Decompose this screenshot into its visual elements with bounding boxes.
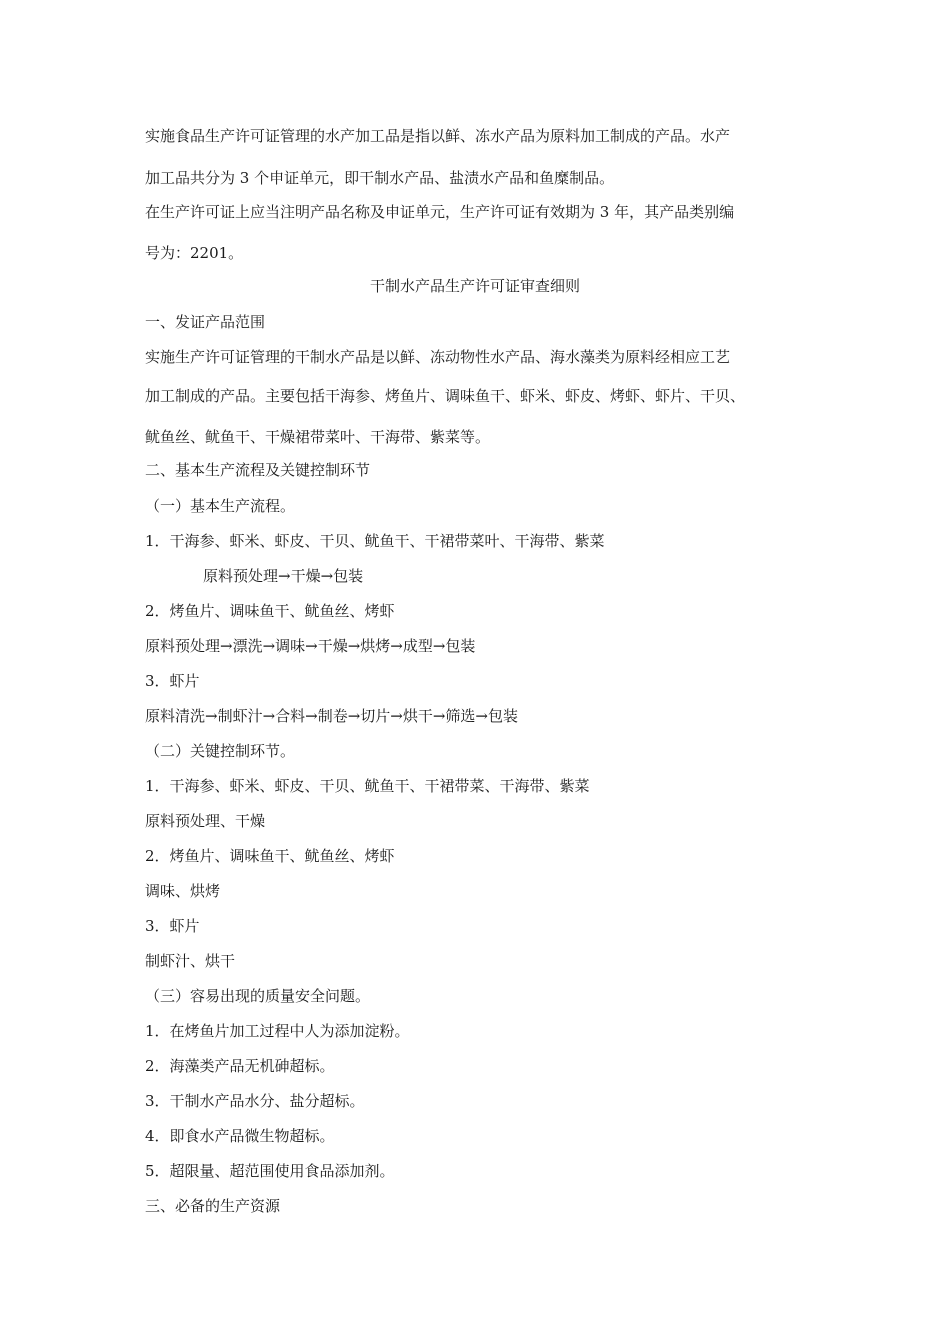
paragraph-line: 实施生产许可证管理的干制水产品是以鲜、冻动物性水产品、海水藻类为原料经相应工艺: [145, 348, 731, 366]
list-item: 2．烤鱼片、调味鱼干、鱿鱼丝、烤虾: [145, 847, 395, 865]
subsection-heading: （二）关键控制环节。: [145, 742, 296, 760]
list-item: 3．虾片: [145, 917, 200, 935]
list-item: 1．在烤鱼片加工过程中人为添加淀粉。: [145, 1022, 410, 1040]
list-item: 2．海藻类产品无机砷超标。: [145, 1057, 335, 1075]
paragraph-line: 调味、烘烤: [145, 882, 221, 900]
list-item: 1．干海参、虾米、虾皮、干贝、鱿鱼干、干裙带菜叶、干海带、紫菜: [145, 532, 605, 550]
list-item: 3．虾片: [145, 672, 200, 690]
paragraph-line: 原料预处理、干燥: [145, 812, 266, 830]
list-item: 4．即食水产品微生物超标。: [145, 1127, 335, 1145]
paragraph-line: 制虾汁、烘干: [145, 952, 236, 970]
subsection-heading: （三）容易出现的质量安全问题。: [145, 987, 371, 1005]
paragraph-line: 鱿鱼丝、鱿鱼干、干燥裙带菜叶、干海带、紫菜等。: [145, 428, 491, 446]
paragraph-line: 号为：2201。: [145, 244, 244, 262]
section-heading: 一、发证产品范围: [145, 313, 266, 331]
subsection-heading: （一）基本生产流程。: [145, 497, 296, 515]
process-flow: 原料清洗→制虾汁→合料→制卷→切片→烘干→筛选→包装: [145, 707, 518, 725]
process-flow: 原料预处理→漂洗→调味→干燥→烘烤→成型→包装: [145, 637, 476, 655]
paragraph-line: 加工品共分为 3 个申证单元，即干制水产品、盐渍水产品和鱼糜制品。: [145, 169, 615, 187]
process-flow: 原料预处理→干燥→包装: [203, 567, 364, 585]
list-item: 2．烤鱼片、调味鱼干、鱿鱼丝、烤虾: [145, 602, 395, 620]
section-heading: 二、基本生产流程及关键控制环节: [145, 461, 371, 479]
list-item: 3．干制水产品水分、盐分超标。: [145, 1092, 365, 1110]
section-title: 干制水产品生产许可证审查细则: [369, 277, 580, 295]
section-heading: 三、必备的生产资源: [145, 1197, 281, 1215]
list-item: 5．超限量、超范围使用食品添加剂。: [145, 1162, 395, 1180]
paragraph-line: 加工制成的产品。主要包括干海参、烤鱼片、调味鱼干、虾米、虾皮、烤虾、虾片、干贝、: [145, 387, 746, 405]
paragraph-line: 在生产许可证上应当注明产品名称及申证单元，生产许可证有效期为 3 年，其产品类别编: [145, 203, 735, 221]
paragraph-line: 实施食品生产许可证管理的水产加工品是指以鲜、冻水产品为原料加工制成的产品。水产: [145, 127, 731, 145]
list-item: 1．干海参、虾米、虾皮、干贝、鱿鱼干、干裙带菜、干海带、紫菜: [145, 777, 590, 795]
